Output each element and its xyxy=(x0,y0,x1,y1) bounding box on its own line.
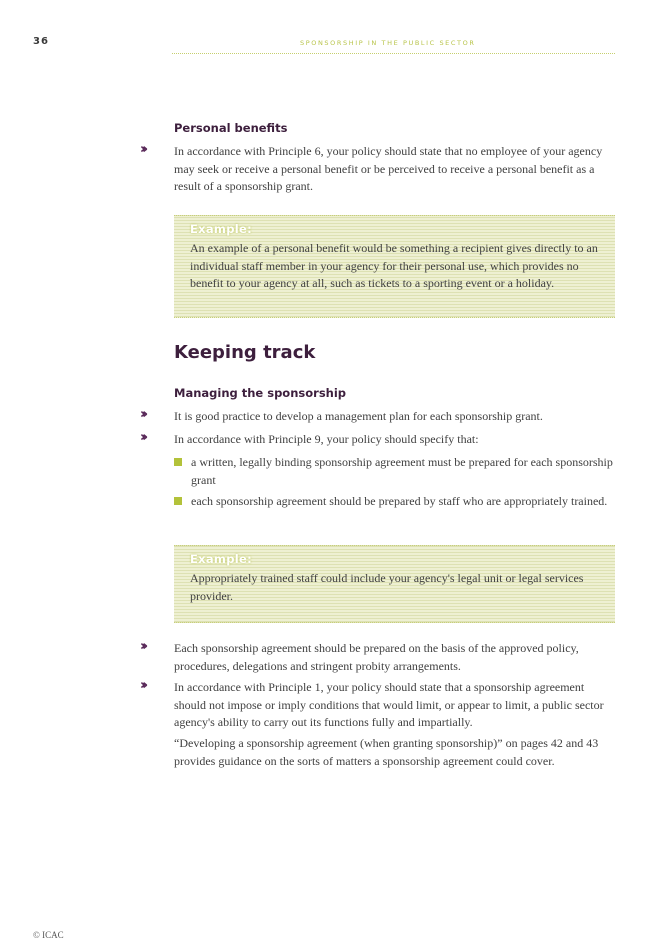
paragraph xyxy=(140,142,614,196)
example-text: An example of a personal benefit would be something a recipient gives directly to an individual staff member in your agency for their personal use, which provides no benefit to your agency at all, such as tickets to a sporting event or a holiday. xyxy=(190,241,598,290)
double-chevron-right-icon: ››› xyxy=(140,142,145,157)
double-chevron-right-icon: ››› xyxy=(140,678,145,693)
example-text: Appropriately trained staff could include your agency's legal unit or legal services provider. xyxy=(190,571,584,603)
running-title: SPONSORSHIP IN THE PUBLIC SECTOR xyxy=(300,39,476,47)
paragraph xyxy=(140,639,614,675)
paragraph-text: “Developing a sponsorship agreement (when granting sponsorship)” on pages 42 and 43 provides guidance on the sorts of matters a sponsorship agreement could cover. xyxy=(174,736,599,768)
double-chevron-right-icon: ››› xyxy=(140,639,145,654)
paragraph-text: In accordance with Principle 9, your policy should specify that: xyxy=(174,432,479,446)
green-square-bullet-icon xyxy=(174,458,182,466)
example-box xyxy=(174,215,615,318)
double-chevron-right-icon: ››› xyxy=(140,407,145,422)
list-item-text: each sponsorship agreement should be prepared by staff who are appropriately trained. xyxy=(191,494,608,508)
example-title: Example: xyxy=(190,222,252,236)
double-chevron-right-icon: ››› xyxy=(140,430,145,445)
example-title: Example: xyxy=(190,552,252,566)
paragraph-text: In accordance with Principle 1, your policy should state that a sponsorship agreement should not impose or imply conditions that would limit, or appear to limit, a public sector agency's ability to carry out its functions fully and impartially. xyxy=(174,680,604,729)
paragraph-text: Each sponsorship agreement should be prepared on the basis of the approved policy, procedures, delegations and stringent probity arrangements. xyxy=(174,641,579,673)
heading-keeping-track: Keeping track xyxy=(174,342,316,363)
list-item xyxy=(174,493,614,511)
green-square-bullet-icon xyxy=(174,497,182,505)
paragraph xyxy=(174,735,614,770)
page-number: 36 xyxy=(33,36,49,47)
paragraph xyxy=(140,407,614,426)
paragraph-text: In accordance with Principle 6, your policy should state that no employee of your agency may seek or receive a personal benefit or be perceived to receive a personal benefit as a result of a sponsorship grant. xyxy=(174,144,603,193)
header-rule xyxy=(172,53,615,54)
subheading-managing-sponsorship: Managing the sponsorship xyxy=(174,386,347,400)
subheading-personal-benefits: Personal benefits xyxy=(174,121,288,135)
example-box xyxy=(174,545,615,623)
list-item-text: a written, legally binding sponsorship agreement must be prepared for each sponsorship grant xyxy=(191,455,613,487)
paragraph xyxy=(140,430,614,449)
paragraph-text: It is good practice to develop a management plan for each sponsorship grant. xyxy=(174,409,543,423)
paragraph xyxy=(140,678,614,732)
list-item xyxy=(174,454,614,489)
copyright-footer: © ICAC xyxy=(33,930,64,940)
